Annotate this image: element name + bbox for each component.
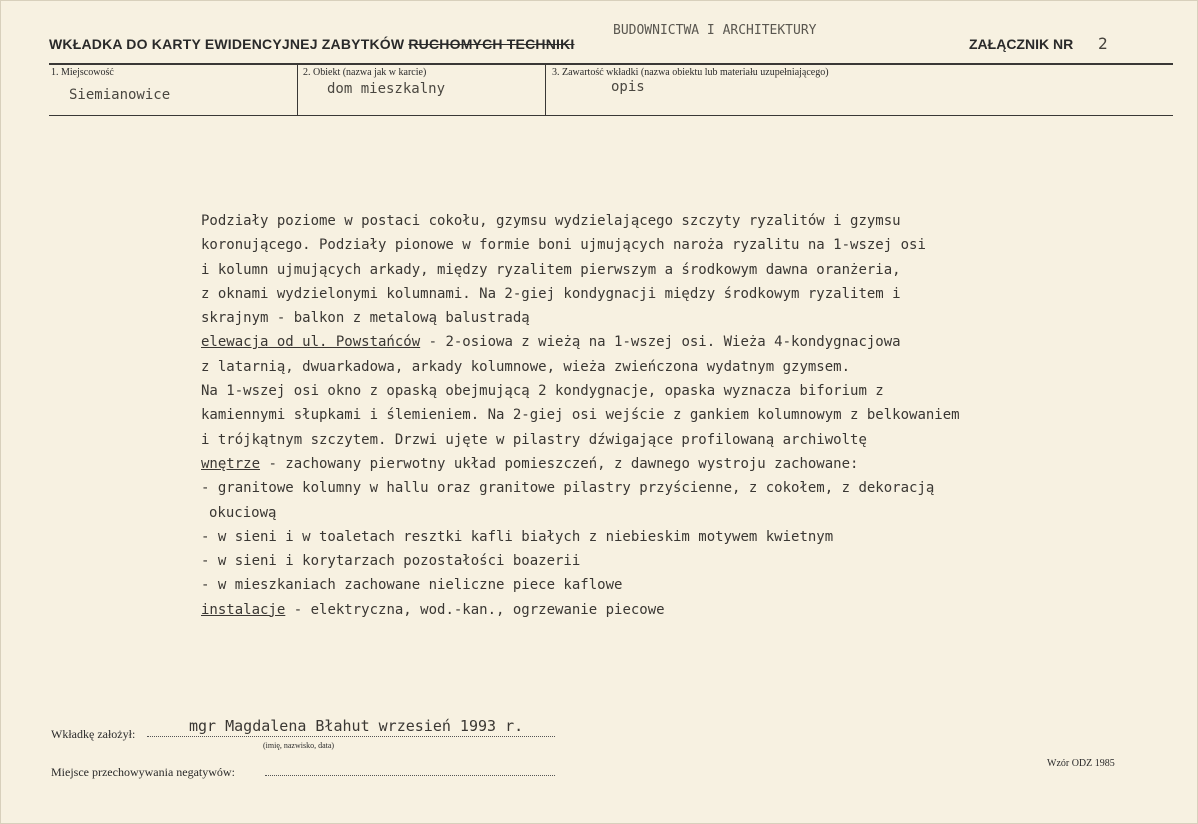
contents-label: 3. Zawartość wkładki (nazwa obiektu lub materiału uzupełniającego) <box>552 67 829 78</box>
description-line: kamiennymi słupkami i ślemieniem. Na 2-giej osi wejście z gankiem kolumnowym z belkowaniem <box>201 407 960 424</box>
attachment-number: 2 <box>1098 34 1108 53</box>
description-line: i trójkątnym szczytem. Drzwi ujęte w pilastry dźwigające profilowaną archiwoltę <box>201 431 867 448</box>
card-title-text: WKŁADKA DO KARTY EWIDENCYJNEJ ZABYTKÓW <box>49 36 409 52</box>
description-line-rest: - zachowany pierwotny układ pomieszczeń, z dawnego wystroju zachowane: <box>260 455 859 472</box>
section-heading-facade: elewacja od ul. Powstańców <box>201 334 421 351</box>
description-line: - w sieni i w toaletach resztki kafli białych z niebieskim motywem kwietnym <box>201 528 834 545</box>
field-row-bottom-rule <box>49 115 1173 116</box>
author-caption: (imię, nazwisko, data) <box>263 741 335 750</box>
description-line: - granitowe kolumny w hallu oraz granitowe pilastry przyścienne, z cokołem, z dekoracją <box>201 480 935 497</box>
description-line: - w mieszkaniach zachowane nieliczne piece kaflowe <box>201 577 623 594</box>
negatives-label: Miejsce przechowywania negatywów: <box>51 765 235 779</box>
card-title <box>49 36 575 52</box>
field-divider-1 <box>297 63 298 116</box>
author-label: Wkładkę założył: <box>51 727 136 741</box>
locality-label: 1. Miejscowość <box>51 67 114 78</box>
description-line: skrajnym - balkon z metalową balustradą <box>201 310 530 327</box>
description-line-rest: - elektryczna, wod.-kan., ogrzewanie piecowe <box>285 601 665 618</box>
description-line: Na 1-wszej osi okno z opaską obejmującą 2 kondygnacje, opaska wyznacza biforium z <box>201 383 884 400</box>
attachment-label: ZAŁĄCZNIK NR <box>969 36 1074 52</box>
description-line-rest: - 2-osiowa z wieżą na 1-wszej osi. Wieża 4-kondygnacjowa <box>420 334 901 351</box>
description-line: Podziały poziome w postaci cokołu, gzymsu wydzielającego szczyty ryzalitów i gzymsu <box>201 213 901 229</box>
description-text <box>201 209 1101 622</box>
description-line: z latarnią, dwuarkadowa, arkady kolumnowe, wieża zwieńczona wydatnym gzymsem. <box>201 358 851 375</box>
contents-value: opis <box>611 79 645 95</box>
field-divider-2 <box>545 63 546 116</box>
negatives-dotted-line <box>265 775 555 776</box>
author-dotted-line <box>147 736 555 737</box>
typed-category-overlay: BUDOWNICTWA I ARCHITEKTURY <box>613 23 817 38</box>
description-line <box>201 330 1101 354</box>
object-value: dom mieszkalny <box>327 81 446 97</box>
description-line: z oknami wydzielonymi kolumnami. Na 2-giej kondygnacji między środkowym ryzalitem i <box>201 285 901 302</box>
description-line: koronującego. Podziały pionowe w formie boni ujmujących naroża ryzalitu na 1-wszej osi <box>201 237 926 254</box>
locality-value: Siemianowice <box>69 87 171 103</box>
description-line: i kolumn ujmujących arkady, między ryzalitem pierwszym a środkowym dawna oranżeria, <box>201 261 901 278</box>
card-title-struck-text: RUCHOMYCH TECHNIKI <box>408 36 575 52</box>
description-line <box>201 598 1101 622</box>
section-heading-installations: instalacje <box>201 601 286 618</box>
form-id: Wzór ODZ 1985 <box>1047 758 1115 769</box>
description-line: - w sieni i korytarzach pozostałości boazerii <box>201 553 581 570</box>
author-value: mgr Magdalena Błahut wrzesień 1993 r. <box>189 717 524 735</box>
description-line <box>201 452 1101 476</box>
top-rule <box>49 63 1173 65</box>
object-label: 2. Obiekt (nazwa jak w karcie) <box>303 67 427 78</box>
description-line: okuciową <box>209 504 277 521</box>
section-heading-interior: wnętrze <box>201 455 261 472</box>
